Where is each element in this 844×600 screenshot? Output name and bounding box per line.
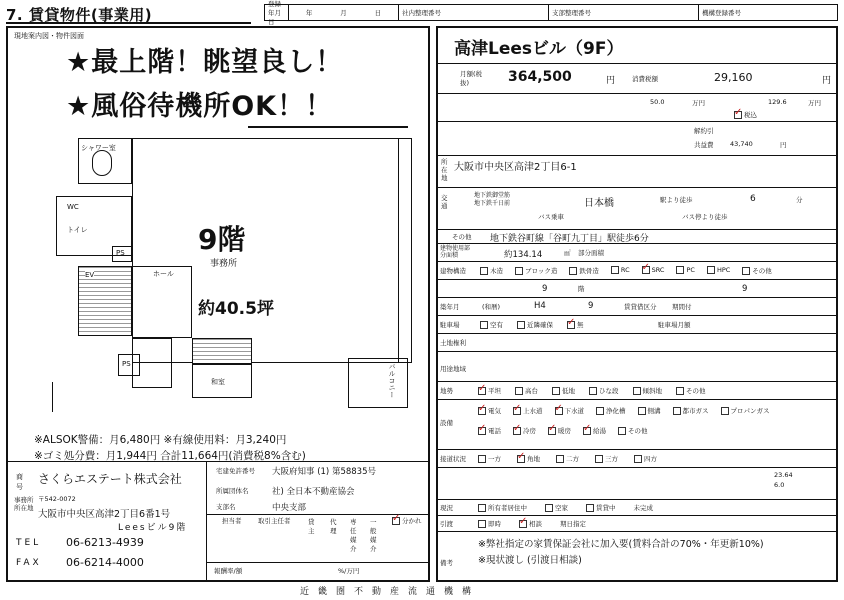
structure-text-pc: PC — [686, 266, 695, 274]
terrain-options — [478, 386, 706, 395]
terrain-text-slope: 傾斜地 — [642, 387, 662, 395]
building-name: 高津Leesビル（9F） — [454, 39, 624, 59]
key-money-unit: 万円 — [808, 99, 821, 107]
reward-label: 報酬率/額 — [214, 567, 243, 575]
handover-row — [438, 516, 836, 532]
facility-opt-sewer — [555, 406, 585, 415]
tel-label: TEL — [16, 538, 42, 548]
balcony-label: バルコニー — [388, 363, 396, 398]
structure-opt-wood — [480, 266, 503, 275]
address-value: 大阪市中央区高津2丁目6-1 — [454, 162, 577, 173]
other-label: その他 — [452, 233, 472, 241]
building-name-row — [438, 28, 836, 64]
transport-row — [438, 188, 836, 230]
access-opt-four — [634, 454, 657, 463]
section-label: 現地案内図・物件図面 — [14, 32, 84, 40]
key-money: 129.6 — [768, 98, 787, 106]
handover-check-consult — [519, 520, 527, 528]
structure-check-block — [515, 267, 523, 275]
structure-text-src: SRC — [651, 266, 665, 274]
common-fee: 43,740 — [730, 140, 753, 148]
structure-text-rc: RC — [620, 266, 630, 274]
structure-text-wood: 木造 — [490, 267, 503, 275]
built-era: (和暦) — [482, 303, 501, 311]
parking-label: 駐車場 — [440, 321, 460, 329]
floor-plan-panel — [6, 26, 430, 582]
part-area-label: 部分面積 — [578, 249, 604, 257]
terrain-text-low: 低地 — [562, 387, 575, 395]
facility-opt-elec — [478, 406, 501, 415]
ps-label-1: PS — [116, 249, 125, 257]
reward-rule — [206, 562, 428, 563]
washitsu-mat — [192, 338, 252, 364]
reg-org: 機構登録番号 — [702, 9, 741, 17]
status-text-owner: 所有者居住中 — [488, 504, 527, 512]
structure-opt-block — [515, 266, 557, 275]
facility-opt-phone — [478, 426, 501, 435]
trade-type-4: 一般媒介 — [370, 518, 377, 553]
structure-check-src — [642, 266, 650, 274]
facility-opt-hotwater — [583, 426, 606, 435]
window-wall — [398, 138, 412, 363]
period-label: 期間付 — [672, 303, 692, 311]
license-number: 大阪府知事 (1) 第58835号 — [272, 467, 376, 477]
facility-check-citygas — [673, 407, 681, 415]
facility-check-heating — [548, 427, 556, 435]
handover-opt-date — [560, 519, 586, 528]
terrain-check-flat — [478, 387, 486, 395]
trade-type-2: 代理 — [330, 518, 337, 535]
footer-org: 近畿圏不動産流通機構 — [300, 587, 481, 597]
facility-text-propane: プロパンガス — [730, 407, 770, 415]
fax-label: FAX — [16, 558, 42, 568]
facility-options-2 — [478, 426, 648, 435]
ps-box-2 — [118, 354, 140, 376]
facility-text-phone: 電話 — [488, 427, 501, 435]
company-name: さくらエステート株式会社 — [38, 472, 182, 486]
deposit-amount: 50.0 — [650, 98, 665, 106]
terrain-text-flat: 平坦 — [488, 387, 501, 395]
parking-opt-none — [567, 320, 584, 329]
split-label — [392, 516, 422, 525]
floors-part: 9 — [742, 284, 748, 294]
transport-label: 交通 — [441, 194, 448, 210]
access-row — [438, 450, 836, 468]
terrain-opt-high — [515, 386, 538, 395]
walk-unit: 分 — [796, 196, 803, 204]
hall-label: ホール — [153, 270, 174, 278]
facility-text-heating: 暖房 — [558, 427, 571, 435]
facility-opt-water — [513, 406, 543, 415]
other-row — [438, 230, 836, 244]
station-name: 日本橋 — [584, 198, 614, 209]
status-check-owner — [478, 504, 486, 512]
tax-incl-check — [734, 111, 742, 119]
status-text-unfinished: 未完成 — [633, 504, 653, 512]
parking-opt-avail — [480, 320, 503, 329]
promo-line-1: ★最上階！眺望良し！ — [66, 47, 344, 78]
facility-opt-citygas — [673, 406, 709, 415]
terrain-text-other: その他 — [686, 387, 706, 395]
built-row — [438, 298, 836, 316]
handover-text-now: 即時 — [488, 520, 501, 528]
handover-options — [478, 519, 586, 528]
parking-text-none: 無 — [577, 321, 584, 329]
reg-date-label: 登録年月日 — [265, 5, 289, 20]
facility-text-septic: 浄化槽 — [606, 407, 626, 415]
tel-number: 06-6213-4939 — [66, 536, 144, 549]
staff-label-2: 取引主任者 — [258, 517, 291, 525]
reg-day: 日 — [374, 9, 382, 17]
built-label: 築年月 — [440, 303, 460, 311]
branch-label: 支部名 — [216, 503, 236, 511]
status-opt-owner — [478, 503, 527, 512]
terrain-label: 地勢 — [440, 387, 453, 395]
structure-text-steel: 鉄骨造 — [579, 267, 599, 275]
structure-options — [480, 266, 772, 275]
fee-row — [438, 122, 836, 156]
area-row — [438, 244, 836, 262]
terrain-opt-other — [676, 386, 706, 395]
access-opt-corner — [517, 454, 540, 463]
floor-use: 事務所 — [210, 259, 238, 269]
status-text-vacant: 空家 — [555, 504, 568, 512]
deposit-unit: 万円 — [692, 99, 705, 107]
office-label: 事務所所在地 — [14, 496, 34, 512]
area-unit: ㎡ — [564, 249, 571, 257]
rent-label: 月額(税抜) — [460, 70, 483, 87]
top-wall — [248, 126, 408, 128]
structure-opt-src — [642, 266, 665, 275]
license-label: 宅建免許番号 — [216, 467, 255, 475]
access-text-corner: 角地 — [527, 455, 540, 463]
assoc-name: 社) 全日本不動産協会 — [272, 487, 355, 497]
floor-plan — [48, 126, 408, 426]
shower-label: シャワー室 — [81, 144, 116, 152]
parking-row — [438, 316, 836, 334]
road-width-2: 6.0 — [774, 481, 785, 489]
structure-opt-other — [742, 266, 772, 275]
facility-check-elec — [478, 407, 486, 415]
structure-label: 建物構造 — [440, 267, 466, 275]
access-label: 接道状況 — [440, 455, 466, 463]
facility-text-gutter: 側溝 — [647, 407, 661, 415]
parking-check-avail — [480, 321, 488, 329]
facility-opt-propane — [721, 406, 770, 415]
walk-label: 駅より徒歩 — [660, 196, 693, 204]
access-text-two: 二方 — [566, 455, 579, 463]
terrain-check-high — [515, 387, 523, 395]
wc-label: WC — [67, 203, 79, 211]
elevator-shaft — [78, 266, 132, 336]
structure-check-rc — [611, 266, 619, 274]
facility-check-gutter — [638, 407, 646, 415]
parking-text-near: 近隣確保 — [527, 321, 553, 329]
renew-label: 賃貸借区分 — [624, 303, 657, 311]
structure-text-other: その他 — [752, 267, 772, 275]
access-opt-three — [595, 454, 618, 463]
structure-check-pc — [676, 266, 684, 274]
access-check-four — [634, 455, 642, 463]
access-opt-one — [478, 454, 501, 463]
agency-box — [8, 461, 428, 580]
area-value: 約134.14 — [504, 250, 543, 260]
property-detail-panel — [436, 26, 838, 582]
structure-check-steel — [569, 267, 577, 275]
tax-amount: 29,160 — [714, 71, 753, 84]
handover-opt-now — [478, 519, 501, 528]
parking-opt-near — [517, 320, 553, 329]
facility-check-septic — [596, 407, 604, 415]
terrain-check-low — [552, 387, 560, 395]
terrain-opt-flat — [478, 386, 501, 395]
remark-1: ※弊社指定の家賃保証会社に加入要(賃料合計の70%・年更新10%) — [478, 539, 764, 550]
handover-opt-consult — [519, 519, 542, 528]
cancel-label: 解約引 — [694, 127, 714, 135]
structure-text-hpc: HPC — [716, 266, 731, 274]
remarks-label: 備考 — [440, 559, 453, 567]
reg-year: 年 — [305, 9, 313, 17]
facility-check-sewer — [555, 407, 563, 415]
handover-text-date: 期日指定 — [560, 520, 586, 528]
key-money-tax — [734, 110, 757, 119]
status-opt-vacant — [545, 503, 568, 512]
balcony — [348, 358, 408, 408]
facility-text-citygas: 都市ガス — [682, 407, 709, 415]
road-row — [438, 468, 836, 500]
facility-text-other: その他 — [628, 427, 648, 435]
bus-walk-label: バス停より徒歩 — [682, 213, 728, 221]
reg-date — [289, 5, 399, 20]
access-check-corner — [517, 455, 525, 463]
access-check-two — [556, 455, 564, 463]
terrain-opt-terrace — [589, 386, 619, 395]
structure-opt-hpc — [707, 266, 730, 275]
facility-text-sewer: 下水道 — [564, 407, 584, 415]
assoc-label: 所属団体名 — [216, 487, 249, 495]
other-access: 地下鉄谷町線「谷町九丁目」駅徒歩6分 — [490, 234, 649, 244]
terrain-check-terrace — [589, 387, 597, 395]
fax-number: 06-6214-4000 — [66, 556, 144, 569]
status-check-vacant — [545, 504, 553, 512]
facility-opt-gutter — [638, 406, 661, 415]
trade-type-1: 貸主 — [308, 518, 315, 535]
facility-opt-cooling — [513, 426, 536, 435]
floors-unit: 階 — [578, 285, 585, 293]
parking-check-near — [517, 321, 525, 329]
access-check-three — [595, 455, 603, 463]
reg-branch: 支部整理番号 — [549, 5, 699, 20]
tax-label: 消費税額 — [632, 75, 658, 83]
facility-row — [438, 400, 836, 450]
bus-label: バス乗車 — [538, 213, 564, 221]
hall — [132, 266, 192, 338]
postcode: 〒542-0072 — [38, 495, 76, 503]
rent-yen: 円 — [606, 76, 616, 86]
washitsu-room — [192, 364, 252, 398]
facility-text-cooling: 冷房 — [523, 427, 536, 435]
terrain-text-terrace: ひな段 — [599, 387, 619, 395]
floor-area: 約40.5坪 — [198, 299, 274, 319]
access-text-one: 一方 — [488, 455, 501, 463]
terrain-opt-slope — [633, 386, 663, 395]
status-opt-unfinished — [634, 503, 654, 512]
parking-text-avail: 空有 — [490, 321, 503, 329]
structure-opt-pc — [676, 266, 694, 275]
north-arrow — [52, 382, 53, 412]
structure-check-wood — [480, 267, 488, 275]
zone-label: 用途地域 — [440, 365, 466, 373]
facility-opt-other — [618, 426, 648, 435]
registration-strip — [264, 0, 838, 26]
parking-check-none — [567, 321, 575, 329]
heading-rule — [6, 22, 251, 24]
ps-label-2: PS — [122, 360, 131, 368]
parking-options — [480, 320, 584, 329]
structure-opt-rc — [611, 266, 630, 275]
common-yen: 円 — [780, 141, 787, 149]
deposit-row — [438, 94, 836, 122]
facility-text-elec: 電気 — [488, 407, 501, 415]
facility-check-propane — [721, 407, 729, 415]
road-width-1: 23.64 — [774, 471, 793, 479]
toilet-label: トイレ — [67, 226, 88, 234]
trade-type-3: 専任媒介 — [350, 518, 357, 553]
structure-text-block: ブロック造 — [525, 267, 558, 275]
zone-row — [438, 352, 836, 382]
facility-opt-heating — [548, 426, 571, 435]
reg-internal: 社内整理番号 — [399, 5, 549, 20]
ev-label: EV — [85, 271, 95, 279]
facility-label: 設備 — [440, 419, 453, 427]
structure-opt-steel — [569, 266, 599, 275]
washitsu-label: 和室 — [211, 378, 225, 386]
status-opt-leased — [586, 503, 616, 512]
facility-text-hotwater: 給湯 — [593, 427, 606, 435]
parking-fee-label: 駐車場月額 — [658, 321, 691, 329]
access-text-four: 四方 — [644, 455, 657, 463]
staff-label-1: 担当者 — [222, 517, 242, 525]
page-heading: 7. 賃貸物件(事業用) — [6, 6, 153, 24]
built-year: H4 — [534, 301, 546, 311]
facility-options-1 — [478, 406, 770, 415]
terrain-text-high: 高台 — [525, 387, 538, 395]
company-building: Leesビル9階 — [118, 523, 188, 533]
access-check-one — [478, 455, 486, 463]
tax-yen: 円 — [822, 76, 832, 86]
status-label: 現況 — [440, 504, 453, 512]
line-name: 地下鉄御堂筋 地下鉄千日前 — [474, 192, 511, 207]
address-row — [438, 156, 836, 188]
structure-check-hpc — [707, 266, 715, 274]
facility-check-water — [513, 407, 521, 415]
washbasin-icon — [92, 150, 112, 176]
land-right-label: 土地権利 — [440, 339, 466, 347]
terrain-check-other — [676, 387, 684, 395]
structure-check-other — [742, 267, 750, 275]
facility-check-cooling — [513, 427, 521, 435]
trade-label: 商号 — [16, 473, 23, 491]
ps-box-1 — [112, 246, 132, 262]
split-check — [392, 517, 400, 525]
rent-amount: 364,500 — [508, 69, 572, 85]
floor-title: 9階 — [198, 223, 246, 256]
fee-note-1: ※ALSOK警備：月6,480円 ※有線使用料：月3,240円 — [34, 434, 287, 446]
status-options — [478, 503, 653, 512]
handover-check-now — [478, 520, 486, 528]
facility-opt-septic — [596, 406, 626, 415]
address-label: 所在地 — [441, 158, 448, 182]
structure-row — [438, 262, 836, 280]
access-options — [478, 454, 657, 463]
facility-check-other — [618, 427, 626, 435]
access-text-three: 三方 — [605, 455, 618, 463]
land-right-row — [438, 334, 836, 352]
access-opt-two — [556, 454, 579, 463]
promo-line-2: ★風俗待機所OK！！ — [66, 91, 334, 122]
rent-row — [438, 64, 836, 94]
walk-minutes: 6 — [750, 194, 756, 204]
area-label: 建物使用部分面積 — [440, 245, 471, 259]
tax-incl-text: 税込 — [744, 111, 757, 119]
status-text-leased: 賃貸中 — [596, 504, 616, 512]
terrain-opt-low — [552, 386, 575, 395]
reg-month: 月 — [340, 9, 347, 17]
branch-name: 中央支部 — [272, 503, 307, 513]
handover-text-consult: 相談 — [529, 520, 542, 528]
status-check-leased — [586, 504, 594, 512]
built-month: 9 — [588, 301, 594, 311]
floors-above: 9 — [542, 284, 548, 294]
common-label: 共益費 — [694, 141, 714, 149]
reward-unit: %/万円 — [338, 567, 360, 575]
remark-2: ※現状渡し (引渡日相談) — [478, 555, 582, 566]
split-text: 分かれ — [402, 517, 422, 525]
terrain-row — [438, 382, 836, 400]
handover-label: 引渡 — [440, 520, 453, 528]
facility-text-water: 上水道 — [523, 407, 543, 415]
floors-row — [438, 280, 836, 298]
company-address: 大阪市中央区高津2丁目6番1号 — [38, 509, 171, 520]
terrain-check-slope — [633, 387, 641, 395]
facility-check-phone — [478, 427, 486, 435]
status-row — [438, 500, 836, 516]
fee-note-2: ※ゴミ処分費：月1,944円 合計11,664円(消費税8%含む) — [34, 450, 306, 462]
facility-check-hotwater — [583, 427, 591, 435]
